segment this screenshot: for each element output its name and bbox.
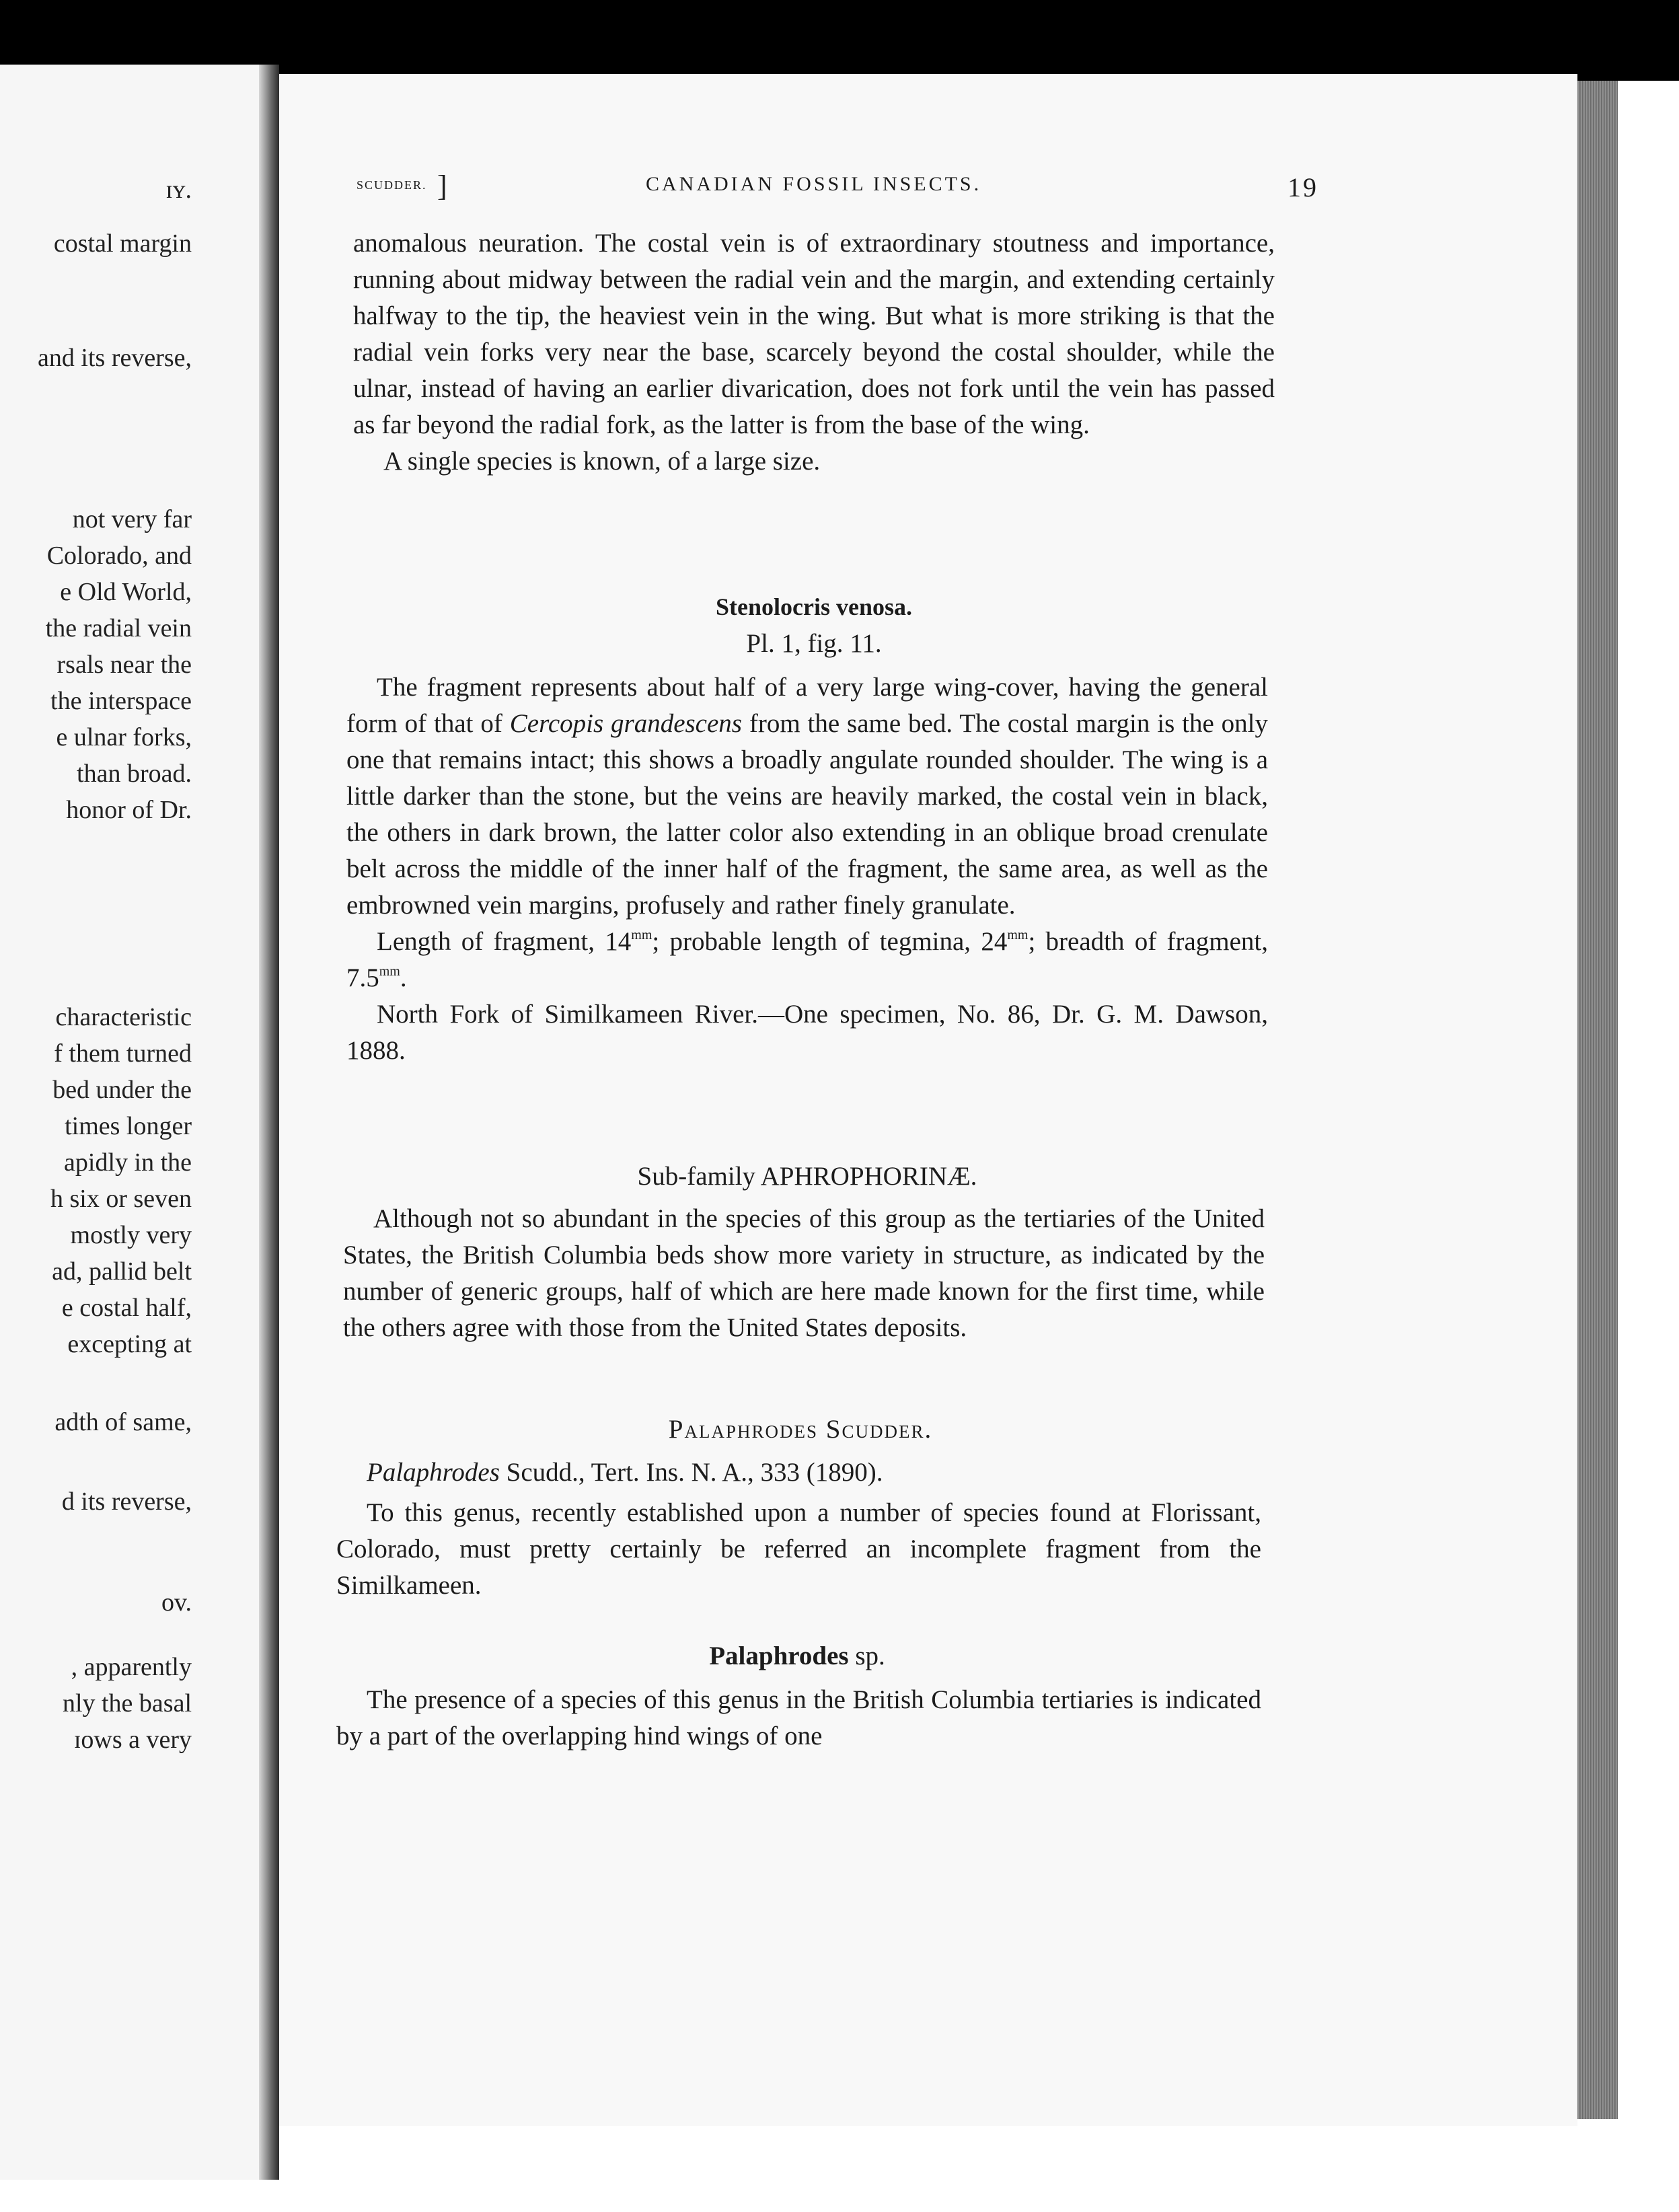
left-page-line: honor of Dr.: [66, 796, 192, 824]
left-page-line: and its reverse,: [38, 344, 192, 372]
left-page-line: the radial vein: [45, 614, 192, 642]
measure-text-c: ; breadth of fragment, 7.5: [346, 927, 1269, 992]
measure-text-a: Length of fragment, 14: [377, 927, 632, 956]
left-page-text-fragments: [0, 65, 266, 2184]
left-page-line: ɪows a very: [73, 1726, 192, 1754]
subfamily-heading: Sub-family APHROPHORINÆ.: [637, 1162, 977, 1191]
main-text: [353, 225, 1275, 480]
left-page-line: not very far: [72, 505, 192, 533]
left-page-line: bed under the: [52, 1076, 192, 1104]
left-page-line: d its reverse,: [61, 1487, 192, 1516]
left-page-line: excepting at: [67, 1330, 192, 1358]
paragraph-genus: To this genus, recently established upon a number of species found at Florissant, Colorado, must pretty certainly be referred an incomplete fragment from the Similkameen.: [336, 1498, 1261, 1600]
facing-left-page: [0, 65, 266, 2184]
measure-text-b: ; probable length of tegmina, 24: [652, 927, 1008, 956]
paragraph-locality: North Fork of Similkameen River.—One specimen, No. 86, Dr. G. M. Dawson, 1888.: [346, 1000, 1268, 1065]
left-page-line: times longer: [65, 1112, 192, 1140]
left-page-line: ov.: [161, 1588, 192, 1617]
book-gutter-shadow: [259, 65, 279, 2184]
paragraph-neuration: anomalous neuration. The costal vein is of extraordinary stoutness and importance, running about midway between the radial vein and the margin, and extending certainly halfway to the tip, the heaviest vein in the wing. But what is more striking is that the radial vein forks very near the base, scarcely beyond the costal shoulder, while the ulnar, instead of having an earlier divarication, does not fork until the vein has passed as far beyond the radial fork, as the latter is from the base of the wing.: [353, 229, 1275, 439]
unit-mm-2: mm: [1007, 928, 1029, 943]
paragraph-presence: The presence of a species of this genus in the British Columbia tertiaries is indicated by a part of the overlapping hind wings of one: [336, 1685, 1261, 1750]
left-page-line: ad, pallid belt: [52, 1257, 192, 1286]
description-text-a: The fragment represents about half of a very large wing-cover, having the general form of that of: [346, 673, 1268, 738]
left-page-line: costal margin: [53, 229, 192, 258]
genus-reference: [336, 1454, 1261, 1491]
genus-reference-text: Scudd., Tert. Ins. N. A., 333 (1890).: [499, 1458, 883, 1487]
left-page-line: characteristic: [55, 1003, 192, 1031]
left-page-line: mostly very: [70, 1221, 192, 1249]
left-page-line: than broad.: [77, 760, 192, 788]
paragraph-single-species: A single species is known, of a large size.: [383, 447, 821, 476]
unit-mm-3: mm: [379, 964, 400, 979]
left-page-line: e Old World,: [60, 578, 192, 606]
genus-heading: Palaphrodes Scudder.: [668, 1415, 933, 1444]
sp-heading: [336, 1638, 1258, 1674]
plate-reference: Pl. 1, fig. 11.: [746, 629, 882, 658]
scan-bottom-margin: [0, 2180, 1679, 2212]
page-edge-stack: [1577, 81, 1679, 2119]
final-paragraph-block: [336, 1682, 1261, 1755]
left-page-line: f them turned: [54, 1039, 192, 1068]
species-description: [346, 669, 1268, 1069]
left-page-line: adth of same,: [54, 1408, 192, 1436]
subfamily-paragraph-block: [343, 1201, 1265, 1346]
left-page-line: e ulnar forks,: [56, 723, 192, 751]
species-heading: Stenolocris venosa.: [716, 593, 912, 620]
left-page-line: apidly in the: [64, 1148, 192, 1177]
left-page-line: e costal half,: [61, 1294, 192, 1322]
paragraph-measurements: [346, 924, 1268, 996]
left-page-line: h six or seven: [50, 1185, 192, 1213]
page-number: 19: [1288, 172, 1318, 202]
running-head: [357, 172, 1318, 212]
genus-section: [336, 1454, 1261, 1604]
paragraph-subfamily: Although not so abundant in the species of this group as the tertiaries of the United States, the British Columbia beds show more variety in structure, as indicated by the number of generic groups, half of which are here made known for the first time, while the others agree with those from the United States deposits.: [343, 1204, 1265, 1342]
left-page-line: rsals near the: [57, 651, 192, 679]
left-page-line: ɪʏ.: [165, 176, 192, 204]
running-head-bracket: ]: [437, 170, 449, 202]
description-text-b: from the same bed. The costal margin is the only one that remains intact; this shows a broadly angulate rounded shoulder. The wing is a little darker than the stone, but the veins are heavily marked, the costal vein in black, the others in dark brown, the latter color also extending in an oblique broad crenulate belt across the middle of the inner half of the fragment, the same area, as well as the embrowned vein margins, profusely and rather finely granulate.: [346, 709, 1269, 920]
measure-text-d: .: [400, 963, 407, 992]
left-page-line: nly the basal: [62, 1689, 192, 1718]
unit-mm-1: mm: [631, 928, 652, 943]
running-head-author: SCUDDER.: [357, 178, 427, 192]
left-page-line: , apparently: [71, 1653, 192, 1681]
species-name-cercopis: Cercopis grandescens: [509, 709, 742, 738]
sp-heading-sp: sp.: [848, 1642, 885, 1670]
left-page-line: the interspace: [50, 687, 192, 715]
paragraph-fragment-description: [346, 669, 1268, 924]
sp-heading-genus: Palaphrodes: [709, 1642, 849, 1670]
running-head-title: CANADIAN FOSSIL INSECTS.: [646, 173, 982, 195]
genus-name-italic: Palaphrodes: [367, 1458, 500, 1487]
left-page-line: Colorado, and: [46, 542, 192, 570]
